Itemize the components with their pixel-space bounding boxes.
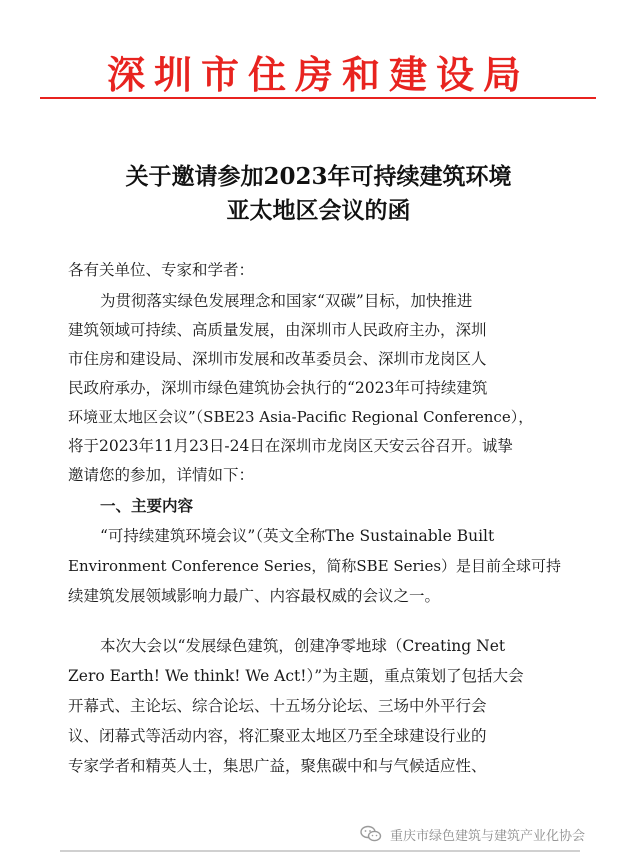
paragraph-1-line-6: 将于2023年11月23日-24日在深圳市龙岗区天安云谷召开。诚挚 bbox=[68, 437, 513, 455]
document-title-line-1: 关于邀请参加2023年可持续建筑环境 bbox=[125, 163, 512, 190]
paragraph-1-line-7: 邀请您的参加，详情如下： bbox=[68, 466, 255, 484]
bottom-rule bbox=[60, 850, 580, 852]
paragraph-1-line-4: 民政府承办，深圳市绿色建筑协会执行的“2023年可持续建筑 bbox=[68, 379, 488, 397]
paragraph-3-line-5: 专家学者和精英人士，集思广益，聚焦碳中和与气候适应性、 bbox=[68, 757, 487, 775]
document-title-line-2: 亚太地区会议的函 bbox=[226, 197, 411, 224]
paragraph-1-line-3: 市住房和建设局、深圳市发展和改革委员会、深圳市龙岗区人 bbox=[68, 350, 487, 368]
section-heading-1: 一、主要内容 bbox=[100, 496, 194, 515]
paragraph-1-line-5: 环境亚太地区会议”（SBE23 Asia-Pacific Regional Conference）， bbox=[68, 408, 534, 426]
paragraph-3-line-3: 开幕式、主论坛、综合论坛、十五场分论坛、三场中外平行会 bbox=[68, 697, 487, 715]
paragraph-1-line-2: 建筑领域可持续、高质量发展，由深圳市人民政府主办，深圳 bbox=[68, 321, 487, 339]
paragraph-3-line-4: 议、闭幕式等活动内容，将汇聚亚太地区乃至全球建设行业的 bbox=[68, 727, 487, 745]
agency-letterhead: 深圳市住房和建设局 bbox=[106, 53, 530, 97]
paragraph-2-line-3: 续建筑发展领域影响力最广、内容最权威的会议之一。 bbox=[68, 587, 441, 605]
wechat-icon bbox=[360, 825, 382, 843]
letterhead-rule bbox=[40, 97, 596, 99]
salutation: 各有关单位、专家和学者： bbox=[68, 261, 255, 279]
paragraph-2-line-2: Environment Conference Series，简称SBE Series）是目前全球可持 bbox=[68, 557, 562, 575]
paragraph-3-line-2: Zero Earth! We think! We Act!）”为主题，重点策划了包括大会 bbox=[68, 667, 524, 685]
paragraph-3-line-1: 本次大会以“发展绿色建筑，创建净零地球（Creating Net bbox=[100, 637, 506, 655]
wechat-watermark bbox=[360, 822, 630, 846]
paragraph-1-line-1: 为贯彻落实绿色发展理念和国家“双碳”目标，加快推进 bbox=[100, 292, 473, 310]
paragraph-2-line-1: “可持续建筑环境会议”（英文全称The Sustainable Built bbox=[100, 527, 495, 545]
watermark-text: 重庆市绿色建筑与建筑产业化协会 bbox=[390, 828, 586, 844]
